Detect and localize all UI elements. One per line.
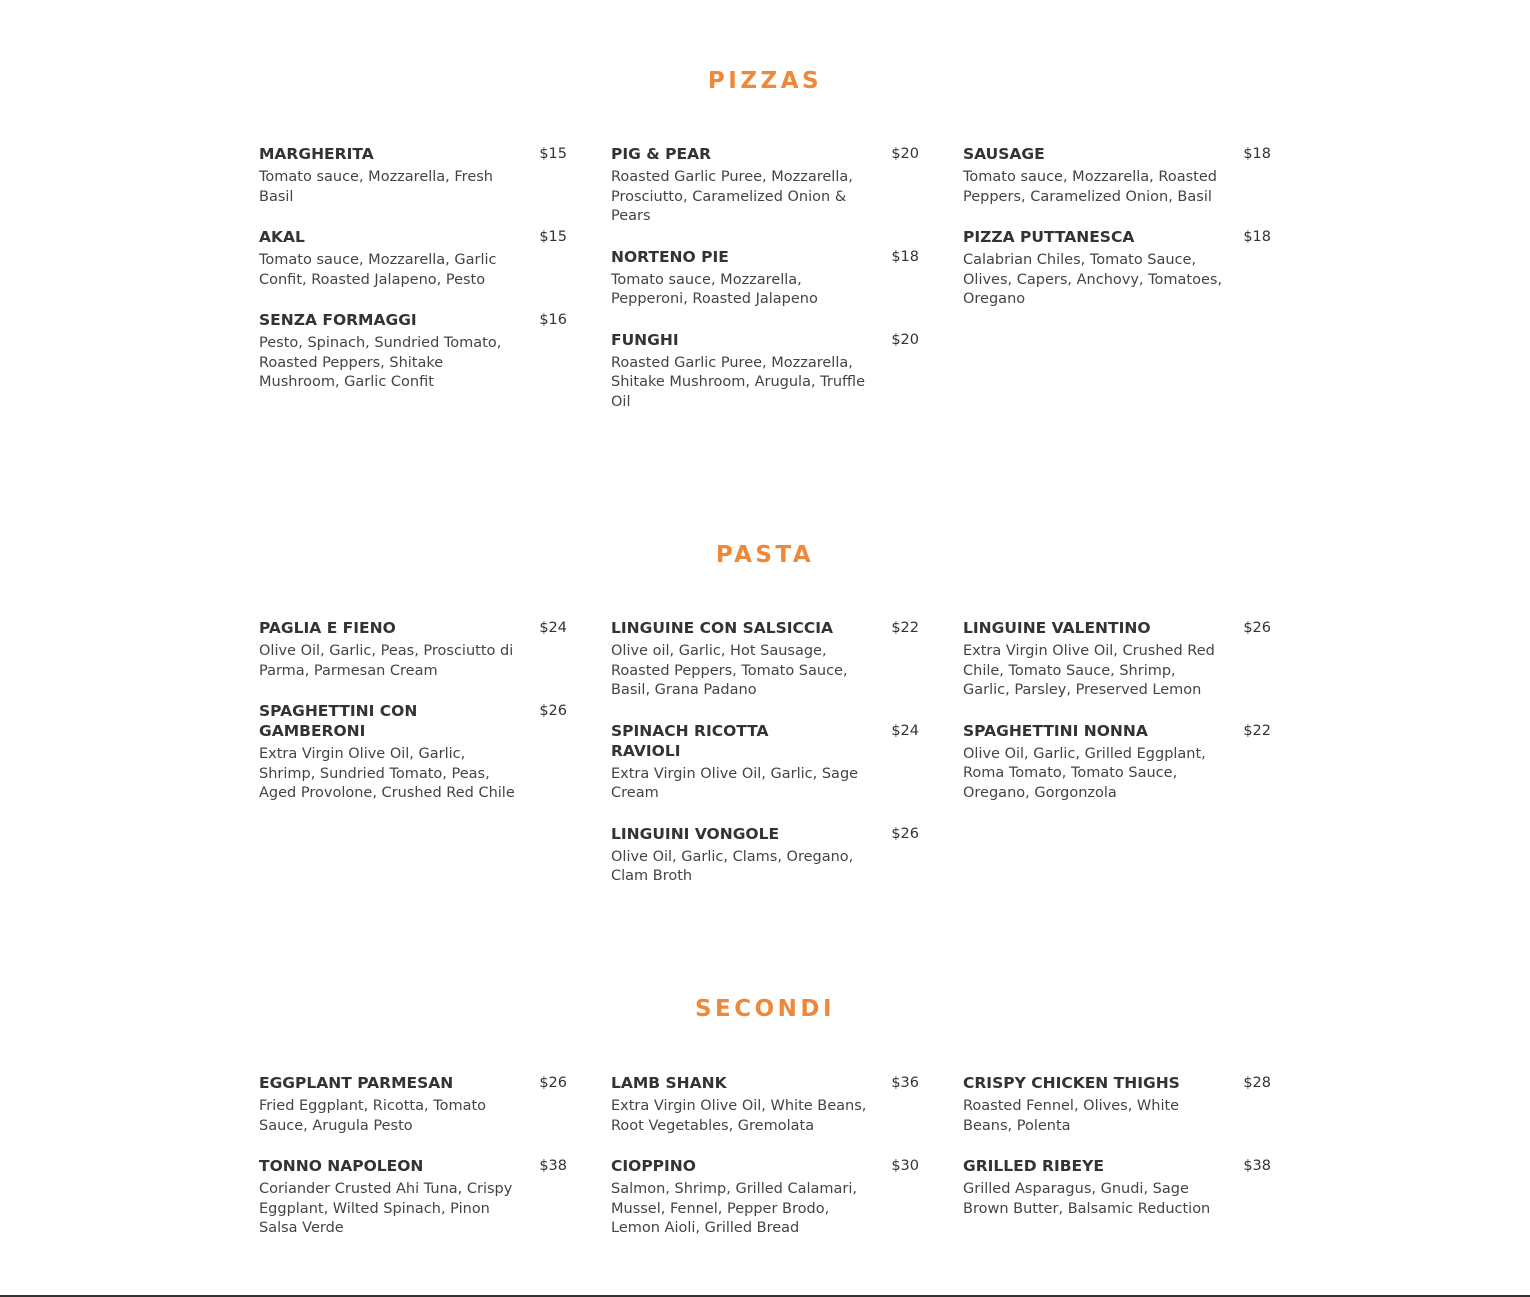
menu-item-header [611,1156,919,1176]
menu-item-description: Extra Virgin Olive Oil, White Beans, Root Vegetables, Gremolata [611,1098,867,1134]
menu-item-name: FUNGHI [611,330,679,349]
menu-item [259,1156,567,1239]
menu-item-price: $28 [1243,1075,1271,1091]
menu-columns [259,618,1271,907]
menu-item-header [963,618,1271,638]
menu-item-price: $24 [891,722,919,739]
menu-item-header [259,618,567,638]
menu-item-description: Fried Eggplant, Ricotta, Tomato Sauce, Arugula Pesto [259,1098,487,1134]
menu-item [963,618,1271,701]
menu-item [611,144,919,227]
menu-item-header [963,721,1271,741]
menu-item-price: $18 [1243,146,1271,162]
menu-item-header [963,1156,1271,1176]
menu-item-price: $38 [1243,1158,1271,1174]
menu-item-price: $22 [891,620,919,636]
menu-item-description: Coriander Crusted Ahi Tuna, Crispy Eggplant, Wilted Spinach, Pinon Salsa Verde [259,1181,513,1236]
menu-column [259,618,567,907]
menu-item [611,824,919,887]
menu-item [611,330,919,413]
menu-item-name: CRISPY CHICKEN THIGHS [963,1074,1180,1092]
menu-item-description: Grilled Asparagus, Gnudi, Sage Brown Butter, Balsamic Reduction [963,1181,1211,1217]
menu-item [611,721,919,804]
menu-item-description: Roasted Garlic Puree, Mozzarella, Prosciutto, Caramelized Onion & Pears [611,169,853,224]
menu-item [259,618,567,681]
section-title: SECONDI [694,996,836,1022]
menu-column [963,1073,1271,1259]
menu-item-name: SENZA FORMAGGI [259,311,417,329]
menu-item-name: EGGPLANT PARMESAN [259,1074,454,1092]
menu-item-name: PIG & PEAR [611,145,712,163]
menu-item-header [259,227,567,247]
menu-item-price: $26 [539,703,567,719]
menu-column [259,1073,567,1259]
menu-item [611,247,919,310]
menu-item [963,1156,1271,1219]
section-title: PIZZAS [707,68,823,94]
section-title: PASTA [715,542,815,568]
menu-item-description: Roasted Garlic Puree, Mozzarella, Shitake Mushroom, Arugula, Truffle Oil [611,354,865,410]
menu-item-price: $18 [1243,229,1271,245]
menu-item-header [259,144,567,164]
menu-item-header [611,618,919,638]
menu-item-header [963,227,1271,247]
menu-column [611,1073,919,1259]
menu-item-header [611,824,919,844]
menu-item-description: Tomato sauce, Mozzarella, Fresh Basil [259,169,493,205]
menu-item-description: Extra Virgin Olive Oil, Garlic, Sage Cream [611,765,859,801]
menu-item-price: $24 [539,620,567,636]
menu-item-description: Tomato sauce, Mozzarella, Pepperoni, Roasted Jalapeno [611,271,818,307]
menu-item-header [611,330,919,350]
menu-item-description: Olive Oil, Garlic, Grilled Eggplant, Roma Tomato, Tomato Sauce, Oregano, Gorgonzola [963,745,1206,801]
menu-column [963,144,1271,432]
menu-item-header [259,1073,567,1093]
menu-item [259,227,567,290]
menu-item-header [259,701,567,741]
menu-item-header [963,144,1271,164]
menu-item-header [259,1156,567,1176]
menu-item-name: LINGUINI VONGOLE [611,824,780,843]
menu-column [963,618,1271,907]
menu-item-price: $16 [539,312,567,328]
menu-item-name: LINGUINE CON SALSICCIA [611,619,834,637]
menu-item-description: Salmon, Shrimp, Grilled Calamari, Mussel, Fennel, Pepper Brodo, Lemon Aioli, Grilled Bread [611,1181,858,1236]
menu-columns [259,144,1271,432]
menu-item [259,144,567,207]
menu-item-header [611,144,919,164]
menu-item-description: Extra Virgin Olive Oil, Garlic, Shrimp, Sundried Tomato, Peas, Aged Provolone, Crushed Red Chile [259,746,515,801]
menu-item-name: CIOPPINO [611,1157,696,1175]
menu-item-name: AKAL [259,228,305,246]
menu-column [611,144,919,432]
menu-item-description: Tomato sauce, Mozzarella, Garlic Confit, Roasted Jalapeno, Pesto [259,252,497,288]
menu-item-name: LINGUINE VALENTINO [963,619,1151,637]
menu-item [963,144,1271,207]
menu-item [963,1073,1271,1136]
menu-item-price: $30 [891,1158,919,1174]
menu-item-description: Roasted Fennel, Olives, White Beans, Polenta [963,1098,1180,1134]
menu-item-name: MARGHERITA [259,145,374,163]
menu-item-description: Olive Oil, Garlic, Clams, Oregano, Clam Broth [611,848,854,884]
menu-item [963,227,1271,310]
menu-item-header [611,721,919,761]
menu-column [259,144,567,432]
menu-item-price: $15 [539,229,567,245]
menu-item [259,701,567,804]
menu-item-header [963,1073,1271,1093]
menu-item [611,618,919,701]
menu-item-header [611,1073,919,1093]
menu-item-name: SAUSAGE [963,145,1045,163]
menu-item-description: Tomato sauce, Mozzarella, Roasted Peppers, Caramelized Onion, Basil [963,169,1217,205]
menu-item [963,721,1271,804]
menu-item-description: Pesto, Spinach, Sundried Tomato, Roasted Peppers, Shitake Mushroom, Garlic Confit [259,335,502,390]
menu-item-name: PIZZA PUTTANESCA [963,228,1135,246]
menu-item-price: $22 [1243,722,1271,739]
menu-item-name: SPINACH RICOTTA RAVIOLI [611,721,769,760]
menu-item-price: $36 [891,1075,919,1091]
menu-item-description: Olive Oil, Garlic, Peas, Prosciutto di Parma, Parmesan Cream [259,643,514,679]
menu-columns [259,1073,1271,1259]
menu-item-price: $18 [891,248,919,265]
menu-item-description: Olive oil, Garlic, Hot Sausage, Roasted Peppers, Tomato Sauce, Basil, Grana Padano [611,643,848,698]
menu-item [611,1073,919,1136]
menu-item-name: SPAGHETTINI NONNA [963,721,1148,740]
menu-column [611,618,919,907]
menu-item-header [611,247,919,267]
menu-item-name: NORTENO PIE [611,247,729,266]
menu-item [611,1156,919,1239]
menu-item-name: GRILLED RIBEYE [963,1157,1104,1175]
menu-item [259,310,567,393]
menu-item-price: $20 [891,331,919,348]
menu-item-price: $26 [891,825,919,842]
menu-item-price: $26 [539,1075,567,1091]
menu-item-price: $15 [539,146,567,162]
menu-item-name: LAMB SHANK [611,1074,727,1092]
menu-item-header [259,310,567,330]
menu-item-price: $20 [891,146,919,162]
menu-item-name: SPAGHETTINI CON GAMBERONI [259,702,418,740]
menu-item-description: Extra Virgin Olive Oil, Crushed Red Chile, Tomato Sauce, Shrimp, Garlic, Parsley, Preserved Lemon [963,643,1215,698]
menu-item-price: $38 [539,1158,567,1174]
menu-item-price: $26 [1243,620,1271,636]
menu-item [259,1073,567,1136]
menu-item-name: PAGLIA E FIENO [259,619,396,637]
menu-item-name: TONNO NAPOLEON [259,1157,424,1175]
menu-item-description: Calabrian Chiles, Tomato Sauce, Olives, Capers, Anchovy, Tomatoes, Oregano [963,252,1223,307]
